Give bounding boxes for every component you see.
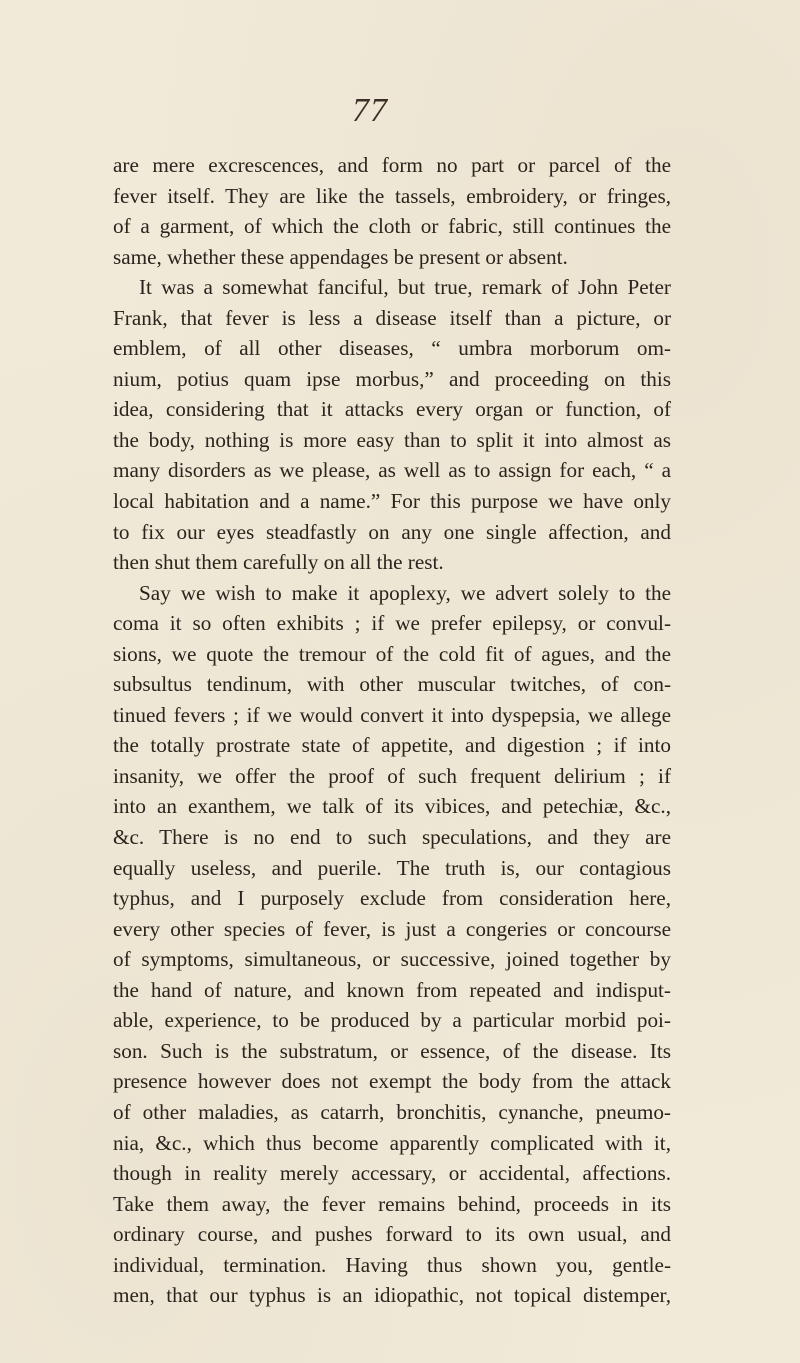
text-line: Frank, that fever is less a disease itself than a picture, or — [113, 305, 671, 330]
text-line: ordinary course, and pushes forward to its own usual, and — [113, 1222, 671, 1247]
text-line: individual, termination. Having thus shown you, gentle- — [113, 1252, 671, 1277]
text-line: able, experience, to be produced by a particular morbid poi- — [113, 1008, 671, 1033]
text-line: the totally prostrate state of appetite, and digestion ; if into — [113, 733, 671, 758]
text-line: idea, considering that it attacks every organ or function, of — [113, 397, 671, 422]
text-line: sions, we quote the tremour of the cold fit of agues, and the — [113, 641, 671, 666]
text-line: fever itself. They are like the tassels, embroidery, or fringes, — [113, 183, 671, 208]
text-line: Take them away, the fever remains behind, proceeds in its — [113, 1191, 671, 1216]
text-line: of other maladies, as catarrh, bronchitis, cynanche, pneumo- — [113, 1099, 671, 1124]
text-line: into an exanthem, we talk of its vibices, and petechiæ, &c., — [113, 794, 671, 819]
text-line: every other species of fever, is just a congeries or concourse — [113, 916, 671, 941]
text-line: then shut them carefully on all the rest. — [113, 550, 444, 575]
text-line: local habitation and a name.” For this purpose we have only — [113, 489, 671, 514]
text-line: subsultus tendinum, with other muscular twitches, of con- — [113, 672, 671, 697]
text-line: are mere excrescences, and form no part or parcel of the — [113, 153, 671, 177]
text-line: though in reality merely accessary, or accidental, affections. — [113, 1161, 671, 1186]
text-line: &c. There is no end to such speculations, and they are — [113, 825, 671, 850]
text-line: many disorders as we please, as well as to assign for each, “ a — [113, 458, 671, 483]
text-line: presence however does not exempt the body from the attack — [113, 1069, 671, 1094]
text-line: equally useless, and puerile. The truth is, our contagious — [113, 855, 671, 880]
text-line: tinued fevers ; if we would convert it into dyspepsia, we allege — [113, 702, 671, 727]
body-text — [113, 150, 671, 1311]
text-line: same, whether these appendages be present or absent. — [113, 244, 568, 269]
text-line: nia, &c., which thus become apparently complicated with it, — [113, 1130, 671, 1155]
text-line: It was a somewhat fanciful, but true, remark of John Peter — [139, 275, 671, 300]
text-line: nium, potius quam ipse morbus,” and proceeding on this — [113, 366, 671, 391]
text-line: coma it so often exhibits ; if we prefer epilepsy, or convul- — [113, 611, 671, 636]
text-line: of a garment, of which the cloth or fabric, still continues the — [113, 214, 671, 239]
text-line: emblem, of all other diseases, “ umbra morborum om- — [113, 336, 671, 361]
text-line: insanity, we offer the proof of such frequent delirium ; if — [113, 763, 671, 788]
page-number: 77 — [352, 92, 388, 129]
text-line: Say we wish to make it apoplexy, we advert solely to the — [139, 580, 671, 605]
text-line: the hand of nature, and known from repeated and indisput- — [113, 977, 671, 1002]
text-line: men, that our typhus is an idiopathic, not topical distemper, — [113, 1283, 671, 1308]
text-line: son. Such is the substratum, or essence, of the disease. Its — [113, 1038, 671, 1063]
text-line: typhus, and I purposely exclude from consideration here, — [113, 886, 671, 911]
text-line: of symptoms, simultaneous, or successive, joined together by — [113, 947, 671, 972]
text-line: to fix our eyes steadfastly on any one single affection, and — [113, 519, 671, 544]
text-line: the body, nothing is more easy than to split it into almost as — [113, 427, 671, 452]
